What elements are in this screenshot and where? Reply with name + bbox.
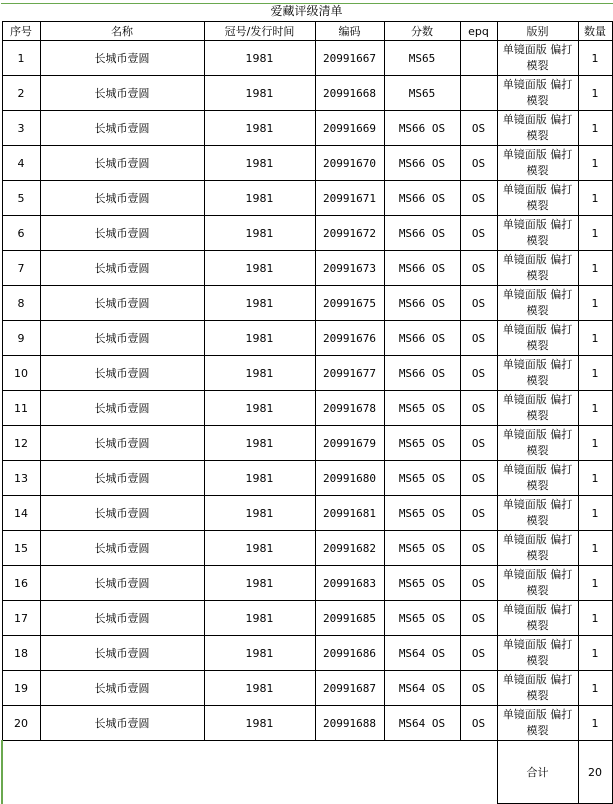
- cell-qty[interactable]: 1: [578, 531, 612, 566]
- cell-qty[interactable]: 1: [578, 566, 612, 601]
- table-row: [2, 216, 612, 251]
- cell-code[interactable]: 20991678: [315, 391, 384, 426]
- table-row: [2, 356, 612, 391]
- cell-epq[interactable]: OS: [460, 181, 497, 216]
- cell-score[interactable]: MS65 OS: [384, 461, 460, 496]
- cell-qty[interactable]: 1: [578, 706, 612, 741]
- cell-qty[interactable]: 1: [578, 461, 612, 496]
- cell-year[interactable]: 1981: [204, 76, 315, 111]
- table-row: [2, 111, 612, 146]
- cell-qty[interactable]: 1: [578, 636, 612, 671]
- grading-table: [1, 21, 613, 804]
- cell-year[interactable]: 1981: [204, 706, 315, 741]
- cell-epq[interactable]: OS: [460, 391, 497, 426]
- cell-epq[interactable]: OS: [460, 321, 497, 356]
- cell-score[interactable]: MS66 OS: [384, 181, 460, 216]
- cell-seq[interactable]: 5: [2, 181, 40, 216]
- cell-epq[interactable]: OS: [460, 601, 497, 636]
- cell-edition[interactable]: 单镜面版 偏打模裂: [497, 671, 578, 706]
- cell-seq[interactable]: 8: [2, 286, 40, 321]
- cell-epq[interactable]: [460, 76, 497, 111]
- cell-code[interactable]: 20991680: [315, 461, 384, 496]
- cell-edition[interactable]: 单镜面版 偏打模裂: [497, 41, 578, 76]
- cell-year[interactable]: 1981: [204, 391, 315, 426]
- cell-seq[interactable]: 11: [2, 391, 40, 426]
- table-row: [2, 76, 612, 111]
- table-row: [2, 251, 612, 286]
- cell-qty[interactable]: 1: [578, 111, 612, 146]
- cell-score[interactable]: MS65: [384, 76, 460, 111]
- cell-name[interactable]: 长城币壹圆: [40, 286, 204, 321]
- cell-epq[interactable]: OS: [460, 251, 497, 286]
- table-row: [2, 706, 612, 741]
- cell-name[interactable]: 长城币壹圆: [40, 111, 204, 146]
- cell-qty[interactable]: 1: [578, 321, 612, 356]
- cell-name[interactable]: 长城币壹圆: [40, 216, 204, 251]
- cell-edition[interactable]: 单镜面版 偏打模裂: [497, 111, 578, 146]
- cell-edition[interactable]: 单镜面版 偏打模裂: [497, 706, 578, 741]
- cell-name[interactable]: 长城币壹圆: [40, 531, 204, 566]
- cell-score[interactable]: MS66 OS: [384, 111, 460, 146]
- cell-name[interactable]: 长城币壹圆: [40, 146, 204, 181]
- cell-code[interactable]: 20991687: [315, 671, 384, 706]
- cell-year[interactable]: 1981: [204, 496, 315, 531]
- cell-code[interactable]: 20991685: [315, 601, 384, 636]
- table-row: [2, 391, 612, 426]
- header-year[interactable]: 冠号/发行时间: [204, 22, 315, 41]
- cell-name[interactable]: 长城币壹圆: [40, 601, 204, 636]
- cell-score[interactable]: MS65 OS: [384, 531, 460, 566]
- cell-name[interactable]: 长城币壹圆: [40, 671, 204, 706]
- cell-year[interactable]: 1981: [204, 251, 315, 286]
- cell-year[interactable]: 1981: [204, 531, 315, 566]
- cell-edition[interactable]: 单镜面版 偏打模裂: [497, 216, 578, 251]
- cell-epq[interactable]: OS: [460, 461, 497, 496]
- cell-code[interactable]: 20991669: [315, 111, 384, 146]
- cell-seq[interactable]: 3: [2, 111, 40, 146]
- cell-name[interactable]: 长城币壹圆: [40, 76, 204, 111]
- cell-score[interactable]: MS65 OS: [384, 496, 460, 531]
- cell-year[interactable]: 1981: [204, 41, 315, 76]
- table-row: [2, 41, 612, 76]
- cell-qty[interactable]: 1: [578, 181, 612, 216]
- cell-code[interactable]: 20991686: [315, 636, 384, 671]
- cell-year[interactable]: 1981: [204, 321, 315, 356]
- cell-year[interactable]: 1981: [204, 671, 315, 706]
- cell-code[interactable]: 20991671: [315, 181, 384, 216]
- cell-score[interactable]: MS65 OS: [384, 566, 460, 601]
- cell-edition[interactable]: 单镜面版 偏打模裂: [497, 601, 578, 636]
- cell-score[interactable]: MS66 OS: [384, 286, 460, 321]
- cell-seq[interactable]: 20: [2, 706, 40, 741]
- cell-name[interactable]: 长城币壹圆: [40, 391, 204, 426]
- cell-edition[interactable]: 单镜面版 偏打模裂: [497, 181, 578, 216]
- cell-qty[interactable]: 1: [578, 146, 612, 181]
- cell-seq[interactable]: 17: [2, 601, 40, 636]
- cell-edition[interactable]: 单镜面版 偏打模裂: [497, 286, 578, 321]
- cell-name[interactable]: 长城币壹圆: [40, 636, 204, 671]
- cell-seq[interactable]: 1: [2, 41, 40, 76]
- header-name[interactable]: 名称: [40, 22, 204, 41]
- table-row: [2, 671, 612, 706]
- cell-code[interactable]: 20991679: [315, 426, 384, 461]
- table-row: [2, 321, 612, 356]
- cell-qty[interactable]: 1: [578, 496, 612, 531]
- cell-qty[interactable]: 1: [578, 76, 612, 111]
- cell-seq[interactable]: 10: [2, 356, 40, 391]
- cell-score[interactable]: MS64 OS: [384, 706, 460, 741]
- sheet-title: 爱藏评级清单: [270, 4, 343, 18]
- cell-epq[interactable]: OS: [460, 356, 497, 391]
- cell-score[interactable]: MS66 OS: [384, 321, 460, 356]
- cell-year[interactable]: 1981: [204, 146, 315, 181]
- cell-edition[interactable]: 单镜面版 偏打模裂: [497, 636, 578, 671]
- cell-qty[interactable]: 1: [578, 356, 612, 391]
- cell-seq[interactable]: 18: [2, 636, 40, 671]
- cell-edition[interactable]: 单镜面版 偏打模裂: [497, 321, 578, 356]
- cell-epq[interactable]: OS: [460, 531, 497, 566]
- cell-seq[interactable]: 19: [2, 671, 40, 706]
- cell-epq[interactable]: OS: [460, 286, 497, 321]
- cell-qty[interactable]: 1: [578, 426, 612, 461]
- cell-code[interactable]: 20991670: [315, 146, 384, 181]
- cell-year[interactable]: 1981: [204, 566, 315, 601]
- cell-year[interactable]: 1981: [204, 181, 315, 216]
- cell-edition[interactable]: 单镜面版 偏打模裂: [497, 356, 578, 391]
- cell-code[interactable]: 20991681: [315, 496, 384, 531]
- cell-qty[interactable]: 1: [578, 41, 612, 76]
- cell-seq[interactable]: 12: [2, 426, 40, 461]
- cell-qty[interactable]: 1: [578, 391, 612, 426]
- cell-edition[interactable]: 单镜面版 偏打模裂: [497, 461, 578, 496]
- cell-epq[interactable]: OS: [460, 706, 497, 741]
- table-row: [2, 636, 612, 671]
- cell-year[interactable]: 1981: [204, 286, 315, 321]
- cell-edition[interactable]: 单镜面版 偏打模裂: [497, 76, 578, 111]
- cell-name[interactable]: 长城币壹圆: [40, 251, 204, 286]
- cell-edition[interactable]: 单镜面版 偏打模裂: [497, 146, 578, 181]
- table-row: [2, 461, 612, 496]
- header-epq[interactable]: epq: [460, 22, 497, 41]
- cell-name[interactable]: 长城币壹圆: [40, 706, 204, 741]
- cell-name[interactable]: 长城币壹圆: [40, 41, 204, 76]
- cell-score[interactable]: MS64 OS: [384, 671, 460, 706]
- header-score[interactable]: 分数: [384, 22, 460, 41]
- cell-qty[interactable]: 1: [578, 601, 612, 636]
- total-label[interactable]: 合计: [497, 741, 578, 804]
- cell-code[interactable]: 20991683: [315, 566, 384, 601]
- cell-qty[interactable]: 1: [578, 216, 612, 251]
- header-seq[interactable]: 序号: [2, 22, 40, 41]
- cell-score[interactable]: MS66 OS: [384, 216, 460, 251]
- cell-qty[interactable]: 1: [578, 251, 612, 286]
- cell-score[interactable]: MS65 OS: [384, 391, 460, 426]
- cell-year[interactable]: 1981: [204, 216, 315, 251]
- cell-seq[interactable]: 9: [2, 321, 40, 356]
- table-row: [2, 146, 612, 181]
- cell-code[interactable]: 20991668: [315, 76, 384, 111]
- cell-code[interactable]: 20991676: [315, 321, 384, 356]
- cell-epq[interactable]: OS: [460, 111, 497, 146]
- cell-score[interactable]: MS65 OS: [384, 426, 460, 461]
- cell-code[interactable]: 20991672: [315, 216, 384, 251]
- cell-seq[interactable]: 13: [2, 461, 40, 496]
- table-row: [2, 286, 612, 321]
- cell-epq[interactable]: OS: [460, 426, 497, 461]
- cell-score[interactable]: MS65: [384, 41, 460, 76]
- cell-name[interactable]: 长城币壹圆: [40, 356, 204, 391]
- cell-name[interactable]: 长城币壹圆: [40, 426, 204, 461]
- cell-seq[interactable]: 7: [2, 251, 40, 286]
- cell-epq[interactable]: OS: [460, 636, 497, 671]
- cell-seq[interactable]: 2: [2, 76, 40, 111]
- cell-seq[interactable]: 16: [2, 566, 40, 601]
- header-edition[interactable]: 版别: [497, 22, 578, 41]
- cell-code[interactable]: 20991675: [315, 286, 384, 321]
- cell-code[interactable]: 20991688: [315, 706, 384, 741]
- cell-score[interactable]: MS66 OS: [384, 251, 460, 286]
- cell-year[interactable]: 1981: [204, 356, 315, 391]
- cell-edition[interactable]: 单镜面版 偏打模裂: [497, 566, 578, 601]
- cell-epq[interactable]: OS: [460, 671, 497, 706]
- cell-edition[interactable]: 单镜面版 偏打模裂: [497, 251, 578, 286]
- cell-year[interactable]: 1981: [204, 111, 315, 146]
- total-row: [2, 741, 612, 804]
- table-row: [2, 566, 612, 601]
- cell-epq[interactable]: OS: [460, 566, 497, 601]
- cell-seq[interactable]: 6: [2, 216, 40, 251]
- cell-name[interactable]: 长城币壹圆: [40, 181, 204, 216]
- cell-code[interactable]: 20991677: [315, 356, 384, 391]
- cell-score[interactable]: MS64 OS: [384, 636, 460, 671]
- cell-edition[interactable]: 单镜面版 偏打模裂: [497, 496, 578, 531]
- table-row: [2, 181, 612, 216]
- cell-score[interactable]: MS66 OS: [384, 356, 460, 391]
- cell-name[interactable]: 长城币壹圆: [40, 496, 204, 531]
- cell-name[interactable]: 长城币壹圆: [40, 461, 204, 496]
- cell-code[interactable]: 20991673: [315, 251, 384, 286]
- header-qty[interactable]: 数量: [578, 22, 612, 41]
- cell-name[interactable]: 长城币壹圆: [40, 566, 204, 601]
- cell-qty[interactable]: 1: [578, 671, 612, 706]
- cell-epq[interactable]: [460, 41, 497, 76]
- cell-code[interactable]: 20991682: [315, 531, 384, 566]
- cell-year[interactable]: 1981: [204, 636, 315, 671]
- cell-edition[interactable]: 单镜面版 偏打模裂: [497, 426, 578, 461]
- table-row: [2, 496, 612, 531]
- cell-seq[interactable]: 4: [2, 146, 40, 181]
- table-row: [2, 531, 612, 566]
- cell-year[interactable]: 1981: [204, 601, 315, 636]
- cell-name[interactable]: 长城币壹圆: [40, 321, 204, 356]
- cell-epq[interactable]: OS: [460, 146, 497, 181]
- cell-qty[interactable]: 1: [578, 286, 612, 321]
- empty-cell[interactable]: [2, 741, 497, 804]
- cell-epq[interactable]: OS: [460, 496, 497, 531]
- total-value[interactable]: 20: [578, 741, 612, 804]
- cell-seq[interactable]: 14: [2, 496, 40, 531]
- cell-year[interactable]: 1981: [204, 426, 315, 461]
- cell-score[interactable]: MS65 OS: [384, 601, 460, 636]
- cell-seq[interactable]: 15: [2, 531, 40, 566]
- cell-epq[interactable]: OS: [460, 216, 497, 251]
- cell-year[interactable]: 1981: [204, 461, 315, 496]
- cell-score[interactable]: MS66 OS: [384, 146, 460, 181]
- header-code[interactable]: 编码: [315, 22, 384, 41]
- table-row: [2, 426, 612, 461]
- cell-edition[interactable]: 单镜面版 偏打模裂: [497, 391, 578, 426]
- cell-edition[interactable]: 单镜面版 偏打模裂: [497, 531, 578, 566]
- cell-code[interactable]: 20991667: [315, 41, 384, 76]
- table-row: [2, 601, 612, 636]
- header-row: [2, 22, 612, 41]
